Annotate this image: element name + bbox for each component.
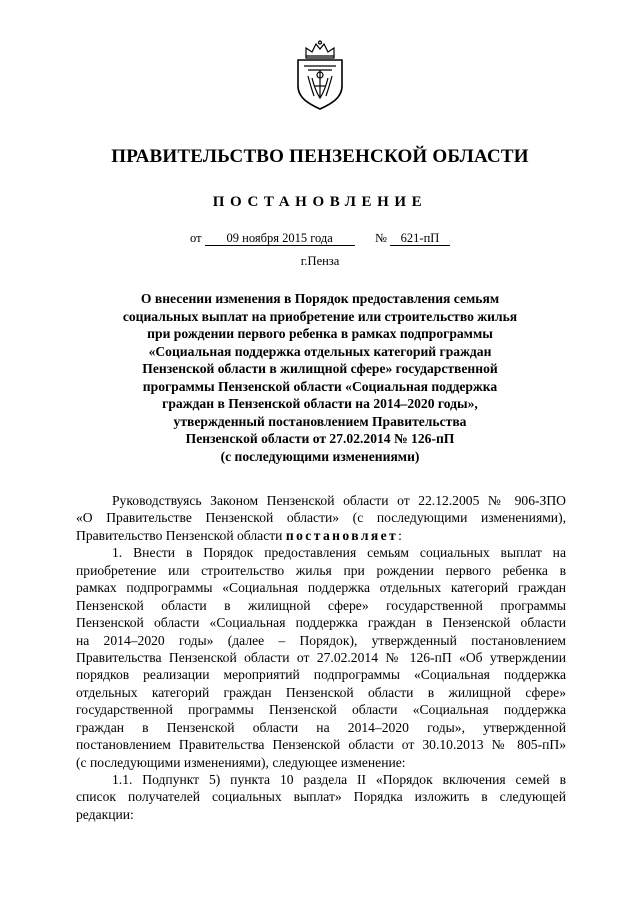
body-line-decree bbox=[76, 527, 566, 544]
body-line: список получателей социальных выплат» Порядка изложить в следующей bbox=[76, 789, 566, 805]
document-number: 621-пП bbox=[390, 231, 450, 246]
city: г.Пенза bbox=[300, 254, 340, 268]
body-line: порядков реализации мероприятий подпрограммы «Социальная поддержка bbox=[76, 667, 566, 683]
title-line: Пензенской области от 27.02.2014 № 126-пП bbox=[185, 431, 455, 446]
body-line: 1.1. Подпункт 5) пункта 10 раздела II «Порядок включения семей в bbox=[112, 772, 566, 787]
title-line: утвержденный постановлением Правительства bbox=[173, 413, 467, 429]
body-line: государственной программы Пензенской области «Социальная поддержка bbox=[76, 702, 566, 718]
penza-coat-of-arms-icon bbox=[294, 40, 346, 112]
number-prefix: № bbox=[374, 231, 387, 245]
date-number-line bbox=[0, 231, 640, 246]
title-line: программы Пензенской области «Социальная поддержка bbox=[142, 378, 498, 394]
body-line: редакции: bbox=[76, 806, 134, 822]
body-line: приобретение или строительство жилья при рождении первого ребенка в bbox=[76, 562, 566, 578]
body-line: отдельных категорий граждан Пензенской области в жилищной сфере» bbox=[76, 684, 566, 700]
body-line: на 2014–2020 годы» (далее – Порядок), утвержденный постановлением bbox=[76, 632, 566, 648]
decree-verb: постановляет bbox=[285, 527, 399, 543]
title-line: «Социальная поддержка отдельных категорий граждан bbox=[148, 343, 492, 359]
title-line: граждан в Пензенской области на 2014–2020 годы», bbox=[162, 396, 478, 411]
title-line: при рождении первого ребенка в рамках подпрограммы bbox=[147, 326, 493, 341]
document-date: 09 ноября 2015 года bbox=[205, 231, 355, 246]
body-line: граждан в Пензенской области на 2014–2020 годы», утвержденной bbox=[76, 719, 566, 735]
government-name: ПРАВИТЕЛЬСТВО ПЕНЗЕНСКОЙ ОБЛАСТИ bbox=[111, 146, 529, 167]
body-line: Правительства Пензенской области от 27.02.2014 № 126-пП «Об утверждении bbox=[76, 649, 566, 665]
document-title bbox=[110, 290, 530, 465]
title-line: О внесении изменения в Порядок предоставления семьям bbox=[140, 291, 500, 306]
decree-colon: : bbox=[398, 527, 402, 543]
title-line: социальных выплат на приобретение или строительство жилья bbox=[122, 308, 518, 324]
document-type: ПОСТАНОВЛЕНИЕ bbox=[212, 194, 428, 210]
document-body bbox=[76, 492, 566, 823]
body-line: «О Правительстве Пензенской области» (с последующими изменениями), bbox=[76, 510, 566, 526]
title-line: (с последующими изменениями) bbox=[220, 448, 420, 464]
decree-subject: Правительство Пензенской области bbox=[76, 527, 283, 543]
body-line: 1. Внести в Порядок предоставления семьям социальных выплат на bbox=[112, 545, 566, 561]
body-line: постановлением Правительства Пензенской области от 30.10.2013 № 805-пП» bbox=[76, 737, 566, 753]
body-line: Пензенской области «Социальная поддержка граждан в Пензенской области bbox=[76, 615, 566, 631]
body-line: Пензенской области в жилищной сфере» государственной программы bbox=[76, 597, 566, 613]
body-line: рамках подпрограммы «Социальная поддержка отдельных категорий граждан bbox=[76, 580, 566, 596]
date-prefix: от bbox=[190, 231, 202, 245]
body-line: (с последующими изменениями), следующее изменение: bbox=[76, 754, 406, 770]
title-line: Пензенской области в жилищной сфере» государственной bbox=[142, 361, 498, 376]
body-line: Руководствуясь Законом Пензенской области от 22.12.2005 № 906-ЗПО bbox=[112, 493, 566, 508]
